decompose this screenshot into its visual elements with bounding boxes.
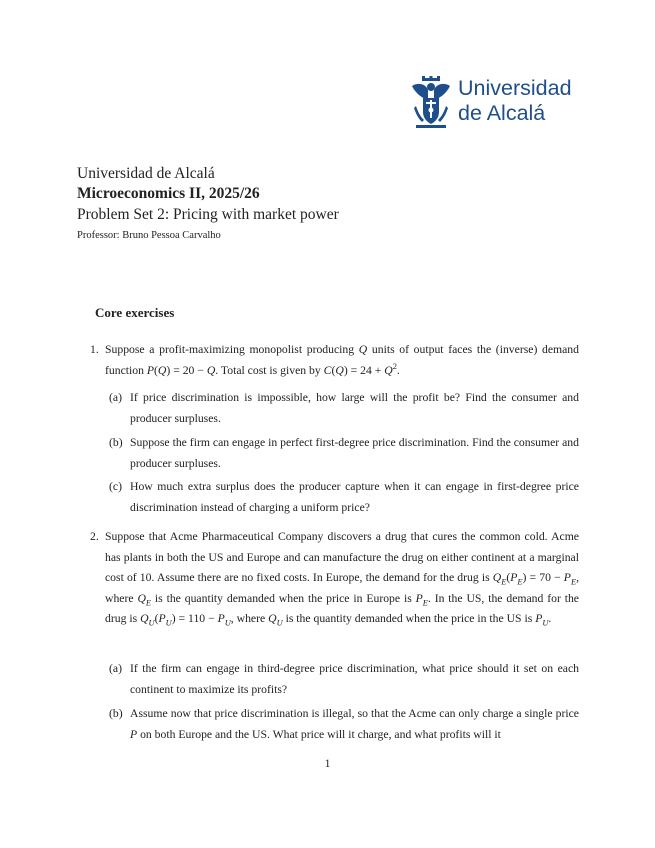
question-1c-text: How much extra surplus does the producer capture when it can engage in first-degree price discrimination instead of charging a uniform price?: [130, 480, 579, 514]
question-2a-text: If the firm can engage in third-degree price discrimination, what price should it set on each continent to maximize its profits?: [130, 662, 579, 696]
question-1b-label: (b): [109, 436, 123, 449]
question-1a-text: If price discrimination is impossible, how large will the profit be? Find the consumer and producer surpluses.: [130, 391, 579, 425]
question-1b: [109, 433, 579, 474]
professor-name: Professor: Bruno Pessoa Carvalho: [77, 230, 221, 241]
question-2b: [109, 704, 579, 745]
question-1-text: Suppose a profit-maximizing monopolist producing Q units of output faces the (inverse) demand function P(Q) = 20 − Q. Total cost is given by $C(Q) = 24 + Q^2$.: [105, 343, 579, 377]
university-crest-icon: [410, 76, 452, 130]
university-name: Universidad de Alcalá: [77, 165, 215, 182]
question-2-number: 2.: [90, 530, 99, 543]
question-1-number: 1.: [90, 343, 99, 356]
question-1b-text: Suppose the firm can engage in perfect first-degree price discrimination. Find the consumer and producer surpluses.: [130, 436, 579, 470]
problem-set-title: Problem Set 2: Pricing with market power: [77, 206, 339, 223]
document-header: [77, 164, 339, 245]
logo-wordmark: [458, 76, 572, 126]
question-2a: [109, 659, 579, 700]
question-1c: [109, 477, 579, 518]
logo-line-1: Universidad: [458, 76, 572, 100]
question-2b-label: (b): [109, 707, 123, 720]
question-2a-label: (a): [109, 662, 122, 675]
question-2b-text: Assume now that price discrimination is illegal, so that the Acme can only charge a single price P on both Europe and the US. What price will it charge, and what profits will it: [130, 707, 579, 741]
university-logo: [410, 76, 580, 132]
question-1a: [109, 388, 579, 429]
course-title: Microeconomics II, 2025/26: [77, 185, 260, 202]
question-1a-label: (a): [109, 391, 122, 404]
section-title: Core exercises: [95, 305, 175, 320]
question-1c-label: (c): [109, 480, 122, 493]
page-number: 1: [324, 757, 331, 770]
question-2-text: Suppose that Acme Pharmaceutical Company discovers a drug that cures the common cold. Acme has plants in both the US and Europe and can manufacture the drug on either continent at a marginal cost of 10. Assume there are no fixed costs. In Europe, the demand for the drug is $Q_E(P_E) = 70 - P_E$, where $Q_E$ is the quantity demanded when the price in Europe is $P_E$. In the US, the demand for the drug is $Q_U(P_U) = 110 - P_U$, where $Q_U$ is the quantity demanded when the price in the US is $P_U$.: [105, 530, 579, 628]
logo-line-2: de Alcalá: [458, 101, 546, 125]
question-1: [90, 340, 579, 381]
question-2: [90, 527, 579, 630]
